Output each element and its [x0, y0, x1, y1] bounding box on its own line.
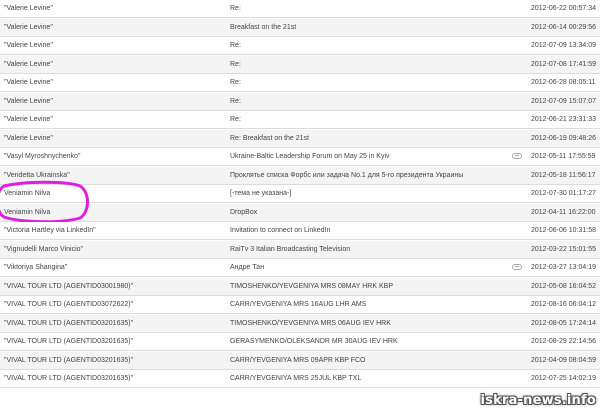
message-row[interactable] — [0, 19, 600, 37]
paperclip-icon — [512, 264, 522, 270]
sender-name[interactable]: Veniamin Nilva — [4, 208, 51, 216]
message-date: 2012-04-09 08:04:59 — [531, 356, 596, 364]
message-date: 2012-04-11 16:22:00 — [531, 208, 596, 216]
sender-name[interactable]: "Viktoriya Shangina" — [4, 264, 68, 271]
message-date: 2012-07-30 01:17:27 — [531, 190, 596, 197]
message-row[interactable] — [0, 0, 600, 18]
sender-name[interactable]: "VIVAL TOUR LTD (AGENTID03201635)" — [4, 319, 134, 327]
sender-name[interactable]: "Valerie Levine" — [4, 42, 53, 49]
message-row[interactable] — [0, 111, 600, 129]
message-subject[interactable]: Invitation to connect on LinkedIn — [230, 227, 331, 234]
sender-name[interactable]: "Valerie Levine" — [4, 79, 53, 86]
sender-name[interactable]: "VIVAL TOUR LTD (AGENTID03201635)" — [4, 356, 134, 364]
message-date: 2012-03-27 13:04:19 — [531, 264, 596, 271]
sender-name[interactable]: "Valerie Levine" — [4, 23, 53, 31]
message-date: 2012-06-28 08:05:11 — [531, 79, 596, 86]
sender-name[interactable]: "VIVAL TOUR LTD (AGENTID03001980)" — [4, 282, 134, 290]
message-row[interactable] — [0, 333, 600, 351]
message-date: 2012-05-11 17:55:59 — [531, 153, 596, 160]
message-subject[interactable]: Re: Breakfast on the 21st — [230, 134, 309, 142]
sender-name[interactable]: "Valerie Levine" — [4, 60, 53, 68]
message-date: 2012-07-09 15:07:07 — [531, 97, 596, 105]
message-subject[interactable]: GERASYMENKO/OLEKSANDR MR 30AUG IEV HRK — [230, 338, 398, 345]
message-date: 2012-07-08 17:41:59 — [531, 60, 596, 68]
message-row[interactable] — [0, 204, 600, 222]
message-date: 2012-05-08 16:04:52 — [531, 282, 596, 290]
message-subject[interactable]: Андре Тан — [230, 264, 265, 271]
message-date: 2012-05-18 11:56:17 — [531, 171, 596, 179]
message-subject[interactable]: Re: — [230, 79, 241, 86]
message-row[interactable] — [0, 148, 600, 166]
sender-name[interactable]: "VIVAL TOUR LTD (AGENTID03072622)" — [4, 301, 134, 308]
sender-name[interactable]: "Vendetta Ukrainska" — [4, 171, 70, 179]
message-subject[interactable]: TIMOSHENKO/YEVGENIYA MRS 08MAY HRK KBP — [230, 282, 393, 290]
sender-name[interactable]: "Valerie Levine" — [4, 5, 53, 12]
message-date: 2012-06-22 00:57:34 — [531, 5, 596, 12]
message-row[interactable] — [0, 370, 600, 388]
message-subject[interactable]: CARR/YEVGENIYA MRS 09APR KBP FCO — [230, 356, 366, 364]
message-date: 2012-08-16 06:04:12 — [531, 301, 596, 308]
message-row[interactable] — [0, 185, 600, 203]
sender-name[interactable]: "Vasyl Myroshnychenko" — [4, 153, 81, 160]
sender-name[interactable]: "Valerie Levine" — [4, 116, 53, 123]
paperclip-icon — [512, 153, 522, 159]
message-date: 2012-07-09 13:34:09 — [531, 42, 596, 49]
message-date: 2012-06-21 23:31:33 — [531, 116, 596, 123]
message-row[interactable] — [0, 278, 600, 296]
message-row[interactable] — [0, 315, 600, 333]
message-date: 2012-07-25 14:02:19 — [531, 375, 596, 382]
message-subject[interactable]: Re: — [230, 42, 241, 49]
message-row[interactable] — [0, 56, 600, 74]
message-row[interactable] — [0, 222, 600, 240]
message-subject[interactable]: Re: — [230, 5, 241, 12]
message-row[interactable] — [0, 37, 600, 55]
message-subject[interactable]: RaiTv 3 Italian Broadcasting Television — [230, 245, 351, 253]
message-subject[interactable]: TIMOSHENKO/YEVGENIYA MRS 06AUG IEV HRK — [230, 319, 391, 327]
message-row[interactable] — [0, 130, 600, 148]
message-date: 2012-03-22 15:01:55 — [531, 245, 596, 253]
message-row[interactable] — [0, 259, 600, 277]
message-subject[interactable]: Breakfast on the 21st — [230, 23, 297, 31]
site-watermark: iskra-news.info — [480, 393, 596, 408]
sender-name[interactable]: "VIVAL TOUR LTD (AGENTID03201635)" — [4, 338, 134, 345]
sender-name[interactable]: "Valerie Levine" — [4, 134, 53, 142]
message-date: 2012-06-06 10:31:58 — [531, 227, 596, 234]
message-row[interactable] — [0, 241, 600, 259]
message-date: 2012-08-29 22:14:56 — [531, 338, 596, 345]
message-subject[interactable]: Проклятье списка Форбс или задача No.1 для 5-го президента Украины — [230, 171, 464, 179]
message-date: 2012-06-19 09:48:26 — [531, 134, 596, 142]
message-subject[interactable]: Re: — [230, 97, 241, 105]
message-row[interactable] — [0, 296, 600, 314]
message-subject[interactable]: Ukraine-Baltic Leadership Forum on May 25 in Kyiv — [230, 153, 390, 160]
message-subject[interactable]: CARR/YEVGENIYA MRS 16AUG LHR AMS — [230, 301, 367, 308]
message-row[interactable] — [0, 74, 600, 92]
message-subject[interactable]: Re: — [230, 116, 241, 123]
message-subject[interactable]: CARR/YEVGENIYA MRS 25JUL KBP TXL — [230, 375, 362, 382]
message-row[interactable] — [0, 93, 600, 111]
sender-name[interactable]: "VIVAL TOUR LTD (AGENTID03201635)" — [4, 375, 134, 382]
message-date: 2012-08-05 17:24:14 — [531, 319, 596, 327]
message-date: 2012-06-14 00:29:56 — [531, 23, 596, 31]
message-subject[interactable]: [-тема не указана-] — [230, 190, 292, 197]
message-subject[interactable]: DropBox — [230, 208, 258, 216]
sender-name[interactable]: "Valerie Levine" — [4, 97, 53, 105]
message-row[interactable] — [0, 352, 600, 370]
message-subject[interactable]: Re: — [230, 60, 241, 68]
sender-name[interactable]: Veniamin Nilva — [4, 190, 51, 197]
sender-name[interactable]: "Vignudelli Marco Vinicio" — [4, 245, 84, 253]
message-row[interactable] — [0, 167, 600, 185]
sender-name[interactable]: "Victoria Hartley via LinkedIn" — [4, 227, 96, 234]
